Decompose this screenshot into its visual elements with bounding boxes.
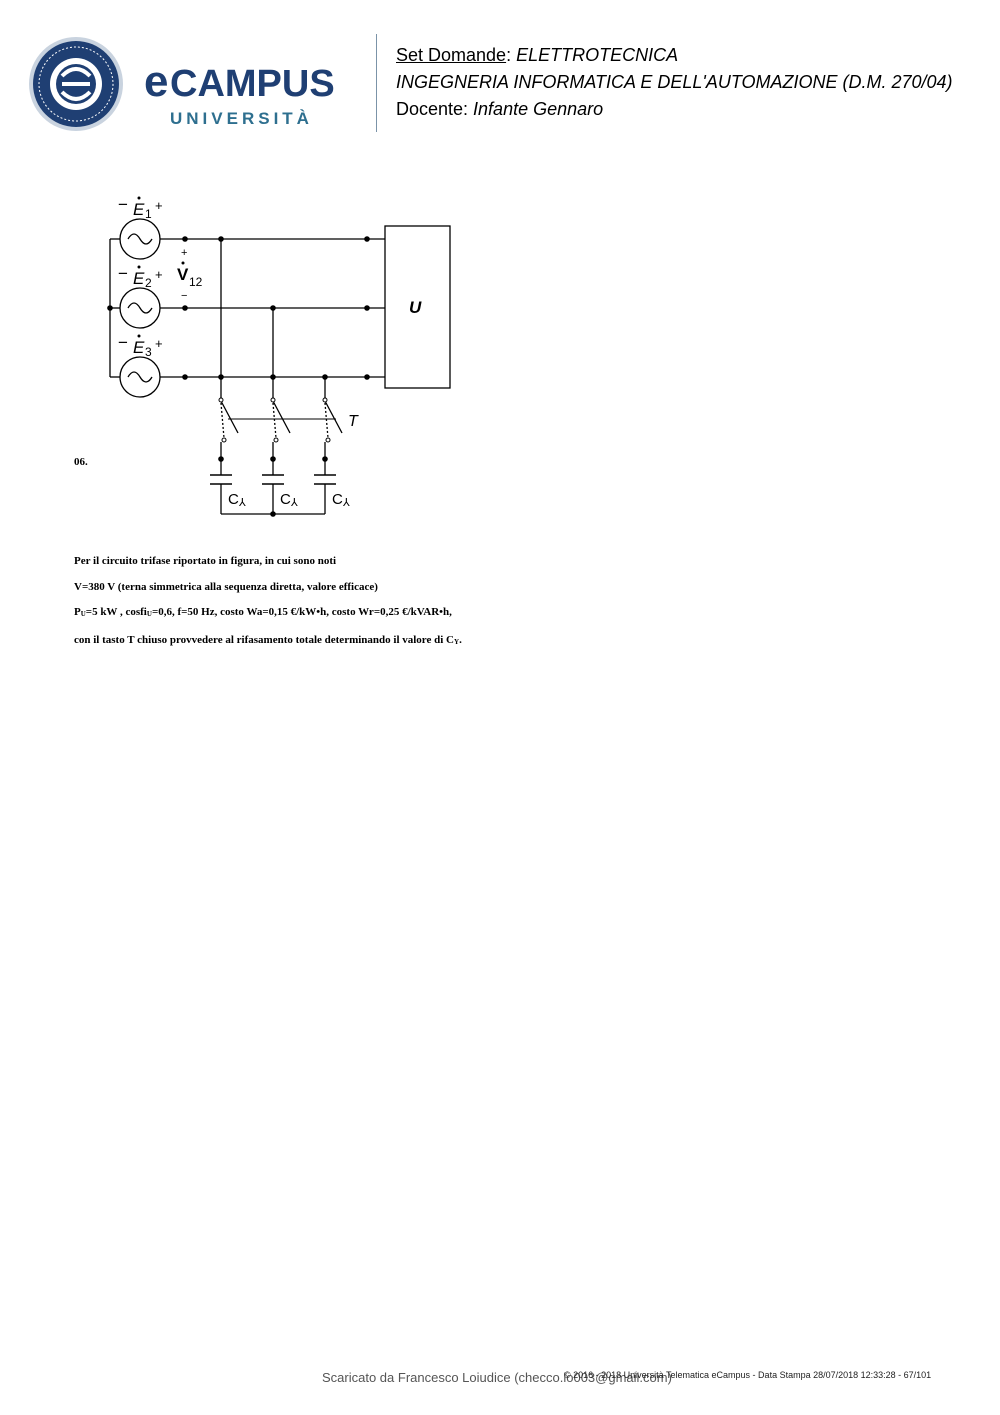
source-1-minus: −	[118, 195, 128, 214]
header-line-course	[396, 42, 953, 69]
capacitor-2-label: C	[280, 491, 291, 508]
switch-label: T	[348, 413, 358, 430]
q4-a: con il tasto T chiuso provvedere al rifasamento totale determinando il valore di C	[74, 633, 454, 646]
capacitor-1-label: C	[228, 491, 239, 508]
q4-sub: Y	[454, 637, 460, 646]
header-teacher-name: Infante Gennaro	[473, 99, 604, 119]
header-subject: ELETTROTECNICA	[516, 45, 679, 65]
q3-sub1: U	[80, 610, 86, 618]
capacitor-1-sub: ⅄	[239, 497, 246, 509]
header-line-degree	[396, 69, 953, 96]
header-degree: INGEGNERIA INFORMATICA E DELL'AUTOMAZIONE (D.M. 270/04)	[396, 72, 953, 92]
question-line-3	[74, 600, 462, 628]
question-text	[74, 549, 462, 655]
header-line-teacher	[396, 96, 953, 123]
capacitor-2-sub: ⅄	[291, 497, 298, 509]
three-phase-circuit-diagram	[100, 188, 460, 523]
question-line-4	[74, 628, 462, 656]
v12-letter: V	[177, 265, 189, 284]
source-3-plus: +	[155, 336, 163, 351]
source-3-minus: −	[118, 333, 128, 352]
v12-plus: +	[181, 247, 188, 259]
v12-sub: 12	[189, 275, 203, 289]
source-2-sub: 2	[145, 276, 152, 290]
q3-c: =0,6, f=50 Hz, costo Wa=0,15 €/kW•h, costo Wr=0,25 €/kVAR•h,	[151, 606, 452, 618]
question-number: 06.	[74, 456, 88, 468]
question-line-2: V=380 V (terna simmetrica alla sequenza diretta, valore efficace)	[74, 580, 378, 593]
header-set-label: Set Domande	[396, 45, 507, 65]
v12-minus: −	[181, 290, 188, 302]
source-1-letter: E	[133, 200, 145, 219]
logo-word: CAMPUS	[170, 63, 335, 105]
source-3-letter: E	[133, 338, 145, 357]
source-2-plus: +	[155, 267, 163, 282]
download-note: Scaricato da Francesco Loiudice (checco.lo003@gmail.com)	[322, 1370, 672, 1385]
source-2-letter: E	[133, 269, 145, 288]
capacitor-3-sub: ⅄	[343, 497, 350, 509]
q3-sub2: U	[146, 610, 152, 618]
source-2-minus: −	[118, 264, 128, 283]
logo-subtitle: UNIVERSITÀ	[170, 109, 313, 128]
source-3-sub: 3	[145, 345, 152, 359]
q3-b: =5 kW , cosfi	[85, 606, 147, 618]
logo-letter-e: e	[144, 57, 169, 106]
document-header	[396, 42, 953, 123]
header-divider	[376, 34, 377, 132]
header-separator: :	[506, 45, 517, 65]
load-label: U	[409, 298, 422, 317]
capacitor-3-label: C	[332, 491, 343, 508]
question-line-1: Per il circuito trifase riportato in figura, in cui sono noti	[74, 555, 337, 567]
q4-b: .	[459, 633, 462, 646]
header-teacher-label: Docente:	[396, 99, 474, 119]
ecampus-logo	[28, 36, 368, 136]
q3-a: P	[74, 606, 81, 618]
copyright-footer: © 2016 - 2018 Università Telematica eCampus - Data Stampa 28/07/2018 12:33:28 - 67/101	[564, 1370, 932, 1380]
source-1-sub: 1	[145, 207, 152, 221]
source-1-plus: +	[155, 198, 163, 213]
